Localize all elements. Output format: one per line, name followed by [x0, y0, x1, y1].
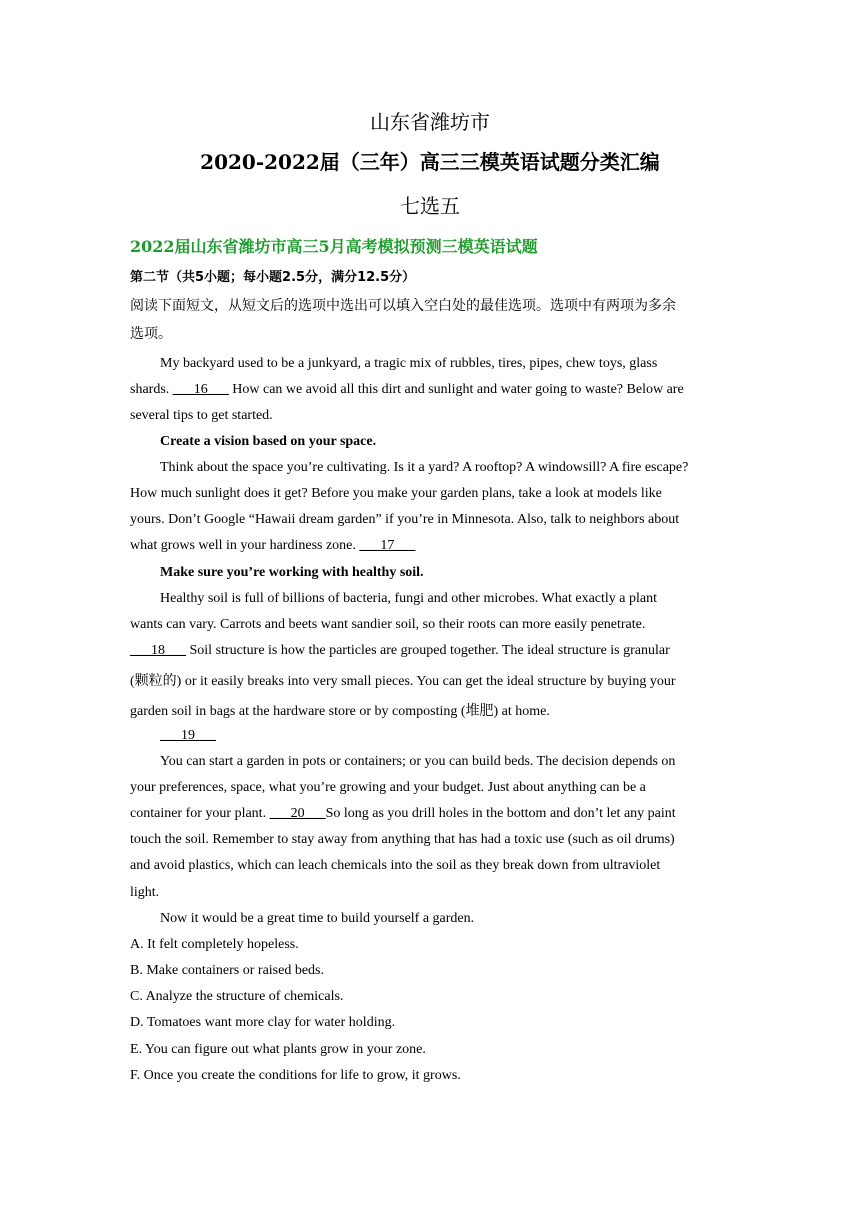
passage-line: You can start a garden in pots or containers; or you can build beds. The decision depends on [160, 754, 676, 769]
collection-title: 2020-2022届（三年）高三三模英语试题分类汇编 [200, 150, 660, 174]
blank-20: ___20___ [269, 806, 326, 821]
passage-line: Healthy soil is full of billions of bacteria, fungi and other microbes. What exactly a plant [160, 591, 657, 606]
passage-line: (颗粒的) or it easily breaks into very small pieces. You can get the ideal structure by buying your [130, 674, 676, 689]
passage-line: How much sunlight does it get? Before you make your garden plans, take a look at models like [130, 486, 662, 501]
passage-line: yours. Don’t Google “Hawaii dream garden” if you’re in Minnesota. Also, talk to neighbors about [130, 512, 680, 527]
option-e: E. You can figure out what plants grow in your zone. [130, 1042, 426, 1057]
passage-line: Now it would be a great time to build yourself a garden. [160, 911, 475, 926]
question-type-title: 七选五 [400, 194, 460, 218]
blank-17: ___17___ [359, 538, 416, 553]
blank-19: ___19___ [160, 728, 216, 743]
blank-16: ___16___ [172, 382, 229, 397]
passage-line: Think about the space you’re cultivating. Is it a yard? A rooftop? A windowsill? A fire escape? [160, 460, 689, 475]
passage-line: your preferences, space, what you’re growing and your budget. Just about anything can be a [130, 780, 646, 795]
passage-line [130, 806, 676, 822]
passage-line [130, 643, 670, 659]
passage-text: container for your plant. [130, 806, 270, 821]
region-title: 山东省潍坊市 [370, 110, 490, 134]
blank-18: ___18___ [130, 643, 186, 658]
option-b: B. Make containers or raised beds. [130, 963, 324, 978]
passage-line [160, 728, 216, 744]
passage-line: light. [130, 885, 160, 900]
passage-line: touch the soil. Remember to stay away from anything that has had a toxic use (such as oil drums) [130, 832, 675, 847]
exam-title: 2022届山东省潍坊市高三5月高考模拟预测三模英语试题 [130, 237, 538, 256]
tip-heading-2: Make sure you’re working with healthy soil. [160, 565, 424, 580]
option-c: C. Analyze the structure of chemicals. [130, 989, 344, 1004]
passage-text: what grows well in your hardiness zone. [130, 538, 360, 553]
passage-line: My backyard used to be a junkyard, a tragic mix of rubbles, tires, pipes, chew toys, glass [160, 356, 658, 371]
passage-text: shards. [130, 382, 173, 397]
passage-line: several tips to get started. [130, 408, 273, 423]
passage-line [130, 538, 415, 554]
passage-text: How can we avoid all this dirt and sunlight and water going to waste? Below are [228, 382, 684, 397]
passage-line: wants can vary. Carrots and beets want sandier soil, so their roots can more easily penetrate. [130, 617, 646, 632]
passage-line: and avoid plastics, which can leach chemicals into the soil as they break down from ultraviolet [130, 858, 661, 873]
passage-text: Soil structure is how the particles are grouped together. The ideal structure is granular [186, 643, 670, 658]
passage-line: garden soil in bags at the hardware store or by composting (堆肥) at home. [130, 704, 550, 719]
tip-heading-1: Create a vision based on your space. [160, 434, 377, 449]
passage-line [130, 382, 684, 398]
option-a: A. It felt completely hopeless. [130, 937, 299, 952]
passage-text: So long as you drill holes in the bottom and don’t let any paint [325, 806, 676, 821]
option-d: D. Tomatoes want more clay for water holding. [130, 1015, 396, 1030]
option-f: F. Once you create the conditions for life to grow, it grows. [130, 1068, 461, 1083]
instruction-line-1: 阅读下面短文，从短文后的选项中选出可以填入空白处的最佳选项。选项中有两项为多余 [130, 298, 676, 314]
part-heading: 第二节（共5小题；每小题2.5分，满分12.5分） [130, 270, 416, 285]
instruction-line-2: 选项。 [130, 326, 172, 342]
